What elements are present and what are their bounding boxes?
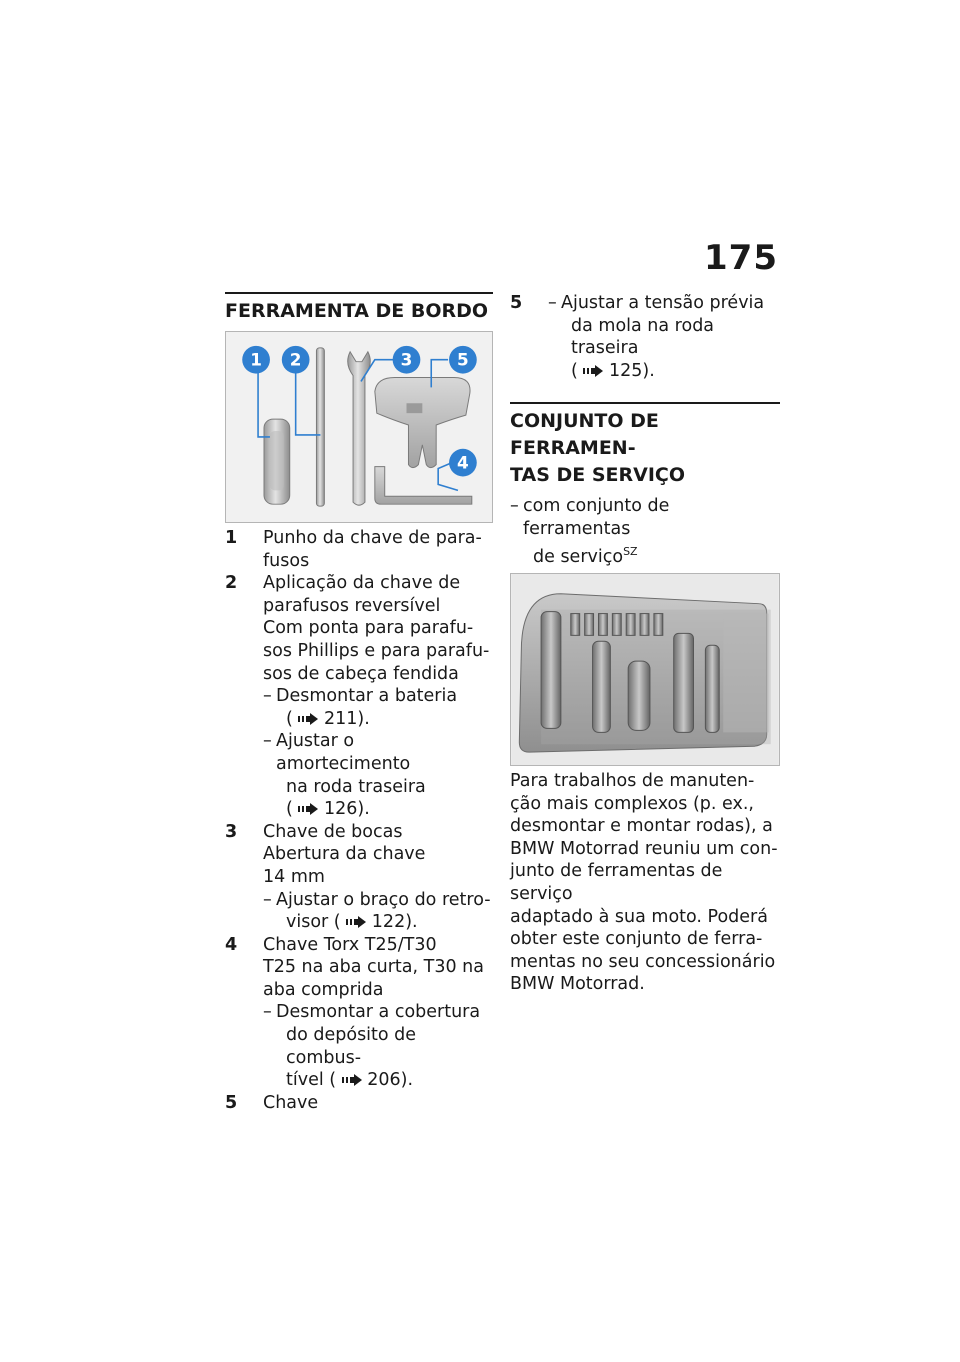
page-reference[interactable]: ( 125). <box>571 360 655 381</box>
callout-3: 3 <box>400 349 413 370</box>
item-number: 5 <box>225 1092 238 1113</box>
item-line: Chave de bocas <box>263 821 403 842</box>
tool-list <box>225 527 493 1114</box>
bullet-line: do depósito de combus- <box>286 1025 417 1068</box>
reversible-bit-tool <box>316 348 324 506</box>
callout-1: 1 <box>250 349 262 370</box>
item-line: Punho da chave de para- <box>263 528 482 548</box>
item-line: aba comprida <box>263 979 384 1000</box>
bullet-line: Desmontar a bateria <box>276 686 458 707</box>
item-line: 14 mm <box>263 866 325 887</box>
extension-bar <box>541 612 561 729</box>
item-line: Chave <box>263 1092 319 1113</box>
bullet-line: Desmontar a cobertura <box>276 1002 481 1023</box>
list-item <box>225 821 493 934</box>
item-line: sos de cabeça fendida <box>263 663 459 684</box>
page-reference-arrow-icon <box>298 713 318 725</box>
item-number: 1 <box>225 528 238 548</box>
item-line: Abertura da chave <box>263 844 426 865</box>
item-line: Chave Torx T25/T30 <box>263 934 437 955</box>
bullet-item: – Ajustar o amortecimento na roda traseira ( 126). <box>263 730 493 820</box>
pin-tool <box>705 645 719 732</box>
bullet-line: da mola na roda traseira <box>571 315 715 359</box>
page-reference[interactable]: ( 126). <box>286 799 370 820</box>
section-rule <box>225 292 493 294</box>
bullet-line: Ajustar o braço do retro- <box>276 889 491 910</box>
page-reference-arrow-icon <box>298 803 318 815</box>
list-item <box>225 572 493 821</box>
ratchet <box>593 641 611 732</box>
right-column <box>510 292 780 996</box>
onboard-tools-figure <box>225 331 493 523</box>
item-line: sos Phillips e para parafu- <box>263 640 490 661</box>
bullet-item: – Desmontar a cobertura do depósito de combus- tível ( 206). <box>263 1001 493 1091</box>
bullet-line: Ajustar o amortecimento <box>276 731 411 774</box>
service-tool-kit-illustration <box>511 574 779 765</box>
page-reference-arrow-icon <box>583 365 603 377</box>
item-line: Aplicação da chave de <box>263 573 461 594</box>
list-item <box>225 934 493 1092</box>
page-reference[interactable]: tível ( 206). <box>286 1070 414 1091</box>
item-line: T25 na aba curta, T30 na <box>263 957 484 978</box>
bullet-item: – Desmontar a bateria ( 211). <box>263 685 493 730</box>
page-reference-arrow-icon <box>346 916 366 928</box>
adapter-set <box>628 661 650 730</box>
onboard-tools-illustration <box>226 332 492 522</box>
section-rule <box>510 402 780 404</box>
item-line: Com ponta para parafu- <box>263 618 474 639</box>
handle-bar <box>674 633 694 732</box>
bullet-item: – Ajustar o braço do retro- visor ( 122). <box>263 889 493 934</box>
callout-5: 5 <box>457 349 469 370</box>
item-number: 3 <box>225 821 238 842</box>
item-number: 2 <box>225 573 238 594</box>
service-tool-kit-paragraph: Para trabalhos de manuten- ção mais complexos (p. ex., desmontar e montar rodas), a BMW Motorrad reuniu um con- junto de ferramentas de serviço adaptado à sua moto. Poderá obter este conjunto de ferra- mentas no seu concessionário BMW Motorrad. <box>510 770 778 995</box>
bullet-item: – Ajustar a tensão prévia da mola na roda traseira ( 125). <box>548 292 780 382</box>
callout-4: 4 <box>457 452 469 473</box>
page-number: 175 <box>704 238 778 278</box>
item-number: 4 <box>225 934 238 955</box>
bullet-line: na roda traseira <box>286 776 426 797</box>
socket-bits <box>571 614 663 636</box>
bullet-line: Ajustar a tensão prévia <box>561 293 765 313</box>
left-column <box>225 292 493 1114</box>
page-reference[interactable]: visor ( 122). <box>286 912 418 933</box>
callout-2: 2 <box>289 349 302 370</box>
list-item <box>225 1092 493 1115</box>
list-item <box>510 292 780 382</box>
page-reference[interactable]: ( 211). <box>286 708 370 729</box>
section-title-onboard-tools: FERRAMENTA DE BORDO <box>225 300 489 322</box>
item-line: parafusos reversível <box>263 595 441 616</box>
list-item <box>225 527 493 572</box>
service-tool-kit-figure <box>510 573 780 766</box>
item-number: 5 <box>510 293 523 313</box>
open-end-wrench-tool <box>348 352 371 505</box>
item-line: fusos <box>263 550 310 571</box>
section-title-service-tool-kit: CONJUNTO DE FERRAMEN- TAS DE SERVIÇO <box>510 410 686 487</box>
page-reference-arrow-icon <box>342 1074 362 1086</box>
option-code: SZ <box>623 544 638 558</box>
condition-bullet: – com conjunto de ferramentas de serviço$^{SZ}$ <box>510 496 670 567</box>
